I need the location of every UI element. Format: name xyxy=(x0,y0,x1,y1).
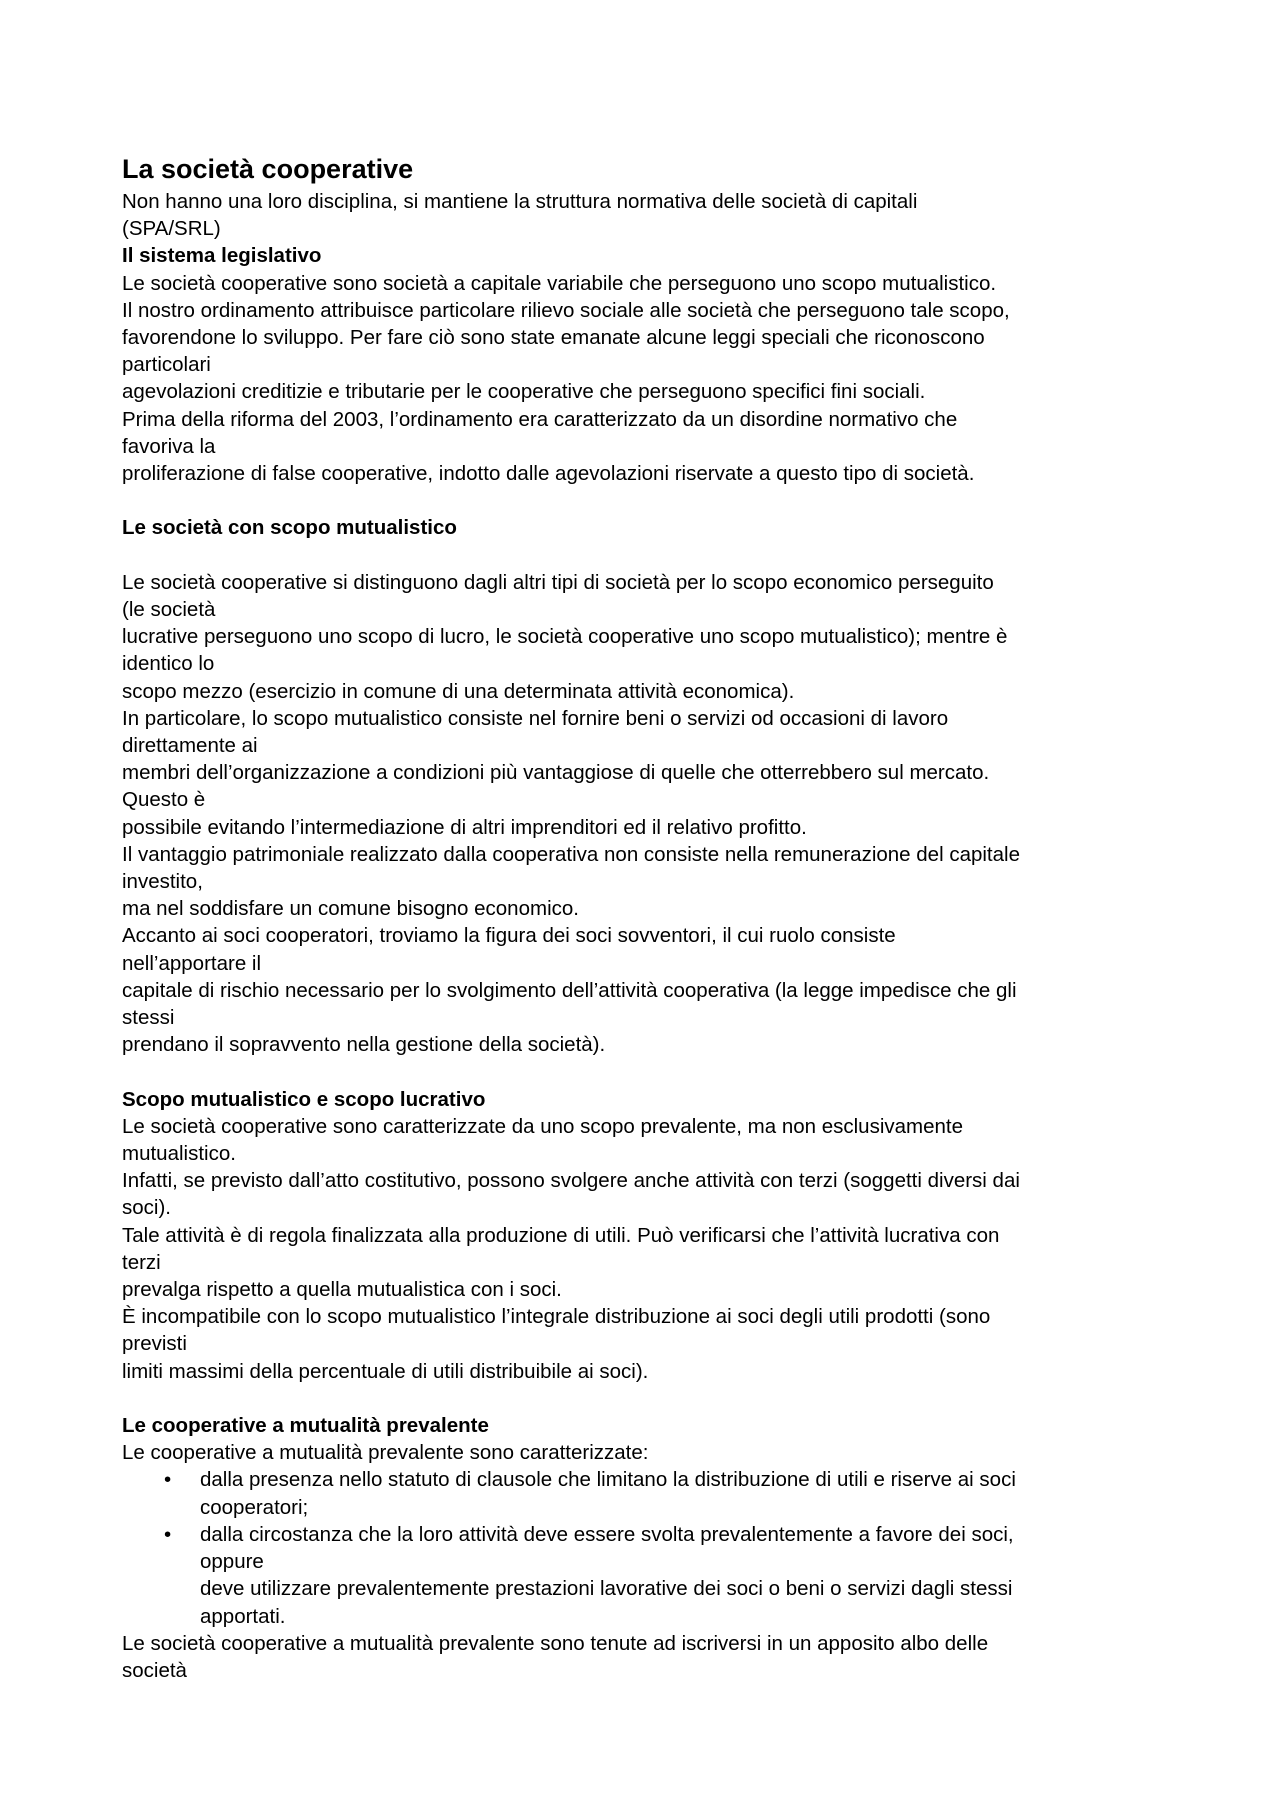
bullet-icon: • xyxy=(164,1522,172,1546)
bullet-text: cooperatori; xyxy=(200,1495,309,1519)
text-line: Tale attività è di regola finalizzata alla produzione di utili. Può verificarsi che l’attività lucrativa con xyxy=(122,1223,1000,1247)
text-line: investito, xyxy=(122,870,203,894)
section-heading: Scopo mutualistico e scopo lucrativo xyxy=(122,1087,486,1111)
section-sistema-legislativo xyxy=(122,242,1182,487)
document-body xyxy=(122,150,1182,1684)
text-line: Non hanno una loro disciplina, si mantiene la struttura normativa delle società di capitali xyxy=(122,190,918,213)
text-line: identico lo xyxy=(122,652,215,676)
text-line: Il nostro ordinamento attribuisce particolare rilievo sociale alle società che perseguono tale scopo, xyxy=(122,298,1010,322)
text-line: terzi xyxy=(122,1250,161,1274)
text-line: Le società cooperative a mutualità prevalente sono tenute ad iscriversi in un apposito albo delle xyxy=(122,1631,989,1655)
text-line: Infatti, se previsto dall’atto costitutivo, possono svolgere anche attività con terzi (soggetti diversi dai xyxy=(122,1169,1020,1193)
document-title: La società cooperative xyxy=(122,154,414,184)
text-line: Le società cooperative sono caratterizzate da uno scopo prevalente, ma non esclusivamente xyxy=(122,1114,964,1138)
intro-paragraph xyxy=(122,188,1182,242)
text-line: membri dell’organizzazione a condizioni più vantaggiose di quelle che otterrebbero sul mercato. xyxy=(122,761,990,785)
text-line: Le società cooperative sono società a capitale variabile che perseguono uno scopo mutualistico. xyxy=(122,271,997,295)
section-scopo-mutualistico xyxy=(122,514,1182,1058)
paragraph-gap xyxy=(122,487,1182,514)
text-line: società xyxy=(122,1658,187,1682)
bullet-text: dalla presenza nello statuto di clausole che limitano la distribuzione di utili e riserve ai soci xyxy=(200,1468,1016,1492)
section-heading: Le cooperative a mutualità prevalente xyxy=(122,1414,489,1438)
bullet-text: oppure xyxy=(200,1550,264,1574)
list-item xyxy=(122,1466,1182,1520)
text-line: possibile evitando l’intermediazione di altri imprenditori ed il relativo profitto. xyxy=(122,815,807,839)
text-line: capitale di rischio necessario per lo svolgimento dell’attività cooperativa (la legge impedisce che gli xyxy=(122,978,1017,1002)
section-heading: Il sistema legislativo xyxy=(122,244,322,268)
text-line: lucrative perseguono uno scopo di lucro, le società cooperative uno scopo mutualistico); mentre è xyxy=(122,625,1008,649)
text-line: Accanto ai soci cooperatori, troviamo la figura dei soci sovventori, il cui ruolo consiste xyxy=(122,924,896,948)
paragraph-gap xyxy=(122,542,1182,569)
text-line: favoriva la xyxy=(122,434,216,458)
text-line: Questo è xyxy=(122,788,206,812)
text-line: proliferazione di false cooperative, indotto dalle agevolazioni riservate a questo tipo di società. xyxy=(122,462,975,486)
text-line: previsti xyxy=(122,1332,187,1356)
section-mutualita-prevalente xyxy=(122,1412,1182,1684)
text-line: Il vantaggio patrimoniale realizzato dalla cooperativa non consiste nella remunerazione del capitale xyxy=(122,842,1020,866)
text-line: prendano il sopravvento nella gestione della società). xyxy=(122,1033,606,1057)
bullet-icon: • xyxy=(164,1468,172,1492)
text-line: favorendone lo sviluppo. Per fare ciò sono state emanate alcune leggi speciali che riconoscono xyxy=(122,326,985,350)
text-line: È incompatibile con lo scopo mutualistico l’integrale distribuzione ai soci degli utili prodotti (sono xyxy=(122,1305,991,1329)
text-line: (le società xyxy=(122,598,216,622)
text-line: agevolazioni creditizie e tributarie per le cooperative che perseguono specifici fini sociali. xyxy=(122,380,926,404)
text-line: nell’apportare il xyxy=(122,951,262,975)
text-line: Prima della riforma del 2003, l’ordinamento era caratterizzato da un disordine normativo che xyxy=(122,407,958,431)
text-line: prevalga rispetto a quella mutualistica con i soci. xyxy=(122,1278,562,1302)
section-scopo-lucrativo xyxy=(122,1086,1182,1385)
text-line: Le società cooperative si distinguono dagli altri tipi di società per lo scopo economico perseguito xyxy=(122,570,994,594)
text-line: ma nel soddisfare un comune bisogno economico. xyxy=(122,897,579,921)
text-line: limiti massimi della percentuale di utili distribuibile ai soci). xyxy=(122,1359,649,1383)
paragraph-gap xyxy=(122,1058,1182,1085)
bullet-first-line xyxy=(122,1521,1182,1548)
bullet-text: apportati. xyxy=(200,1604,286,1628)
text-line: Le cooperative a mutualità prevalente sono caratterizzate: xyxy=(122,1441,649,1465)
bullet-first-line xyxy=(122,1466,1182,1493)
text-line: In particolare, lo scopo mutualistico consiste nel fornire beni o servizi od occasioni di lavoro xyxy=(122,706,949,730)
text-line: particolari xyxy=(122,353,211,377)
text-line: (SPA/SRL) xyxy=(122,217,221,241)
bullet-list xyxy=(122,1466,1182,1629)
text-line: stessi xyxy=(122,1006,175,1030)
bullet-text: dalla circostanza che la loro attività deve essere svolta prevalentemente a favore dei soci, xyxy=(200,1522,1014,1546)
text-line: scopo mezzo (esercizio in comune di una determinata attività economica). xyxy=(122,679,795,703)
text-line: mutualistico. xyxy=(122,1142,236,1166)
section-heading: Le società con scopo mutualistico xyxy=(122,516,457,540)
list-item xyxy=(122,1521,1182,1630)
text-line: direttamente ai xyxy=(122,734,258,758)
paragraph-gap xyxy=(122,1385,1182,1412)
text-line: soci). xyxy=(122,1196,171,1220)
bullet-text: deve utilizzare prevalentemente prestazioni lavorative dei soci o beni o servizi dagli stessi xyxy=(200,1577,1013,1601)
